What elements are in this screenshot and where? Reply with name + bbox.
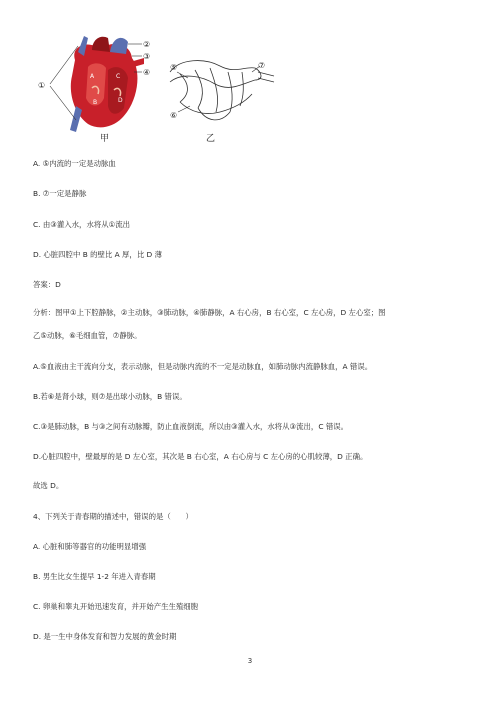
heart-diagram	[30, 32, 280, 147]
analysis-c: C.③是肺动脉，B 与③之间有动脉瓣，防止血液倒流，所以由③灌入水，水将从③流出，C 错误。	[33, 422, 349, 431]
figure-area	[30, 32, 280, 147]
heart-label-c: C	[116, 73, 121, 80]
heart-illustration	[70, 36, 144, 132]
analysis-b: B.若⑥是肾小球，则⑦是出球小动脉，B 错误。	[33, 392, 187, 401]
heart-label-d: D	[118, 97, 123, 104]
heart-label-a: A	[90, 73, 95, 80]
circulation-label-5: ⑤	[170, 63, 178, 72]
answer: 答案：D	[33, 280, 61, 289]
q4-option-b: B. 男生比女生提早 1-2 年进入青春期	[33, 572, 156, 581]
heart-label-3: ③	[143, 52, 151, 61]
analysis-line-1: 分析：图甲①上下腔静脉，②主动脉，③肺动脉，④肺静脉，A 右心房，B 右心室，C 左心房，D 左心室；图	[33, 308, 386, 317]
q4-stem: 4、下列关于青春期的描述中，错误的是（ ）	[33, 512, 193, 521]
circulation-label-7: ⑦	[258, 61, 266, 70]
analysis-conclusion: 故选 D。	[33, 481, 64, 490]
analysis-a: A.⑤血液由主干流向分支，表示动脉，但是动脉内流的不一定是动脉血，如肺动脉内流静脉血，A 错误。	[33, 362, 373, 371]
q4-option-c: C. 卵巢和睾丸开始迅速发育，并开始产生生殖细胞	[33, 602, 199, 611]
heart-label-b: B	[93, 99, 98, 106]
heart-label-4: ④	[143, 68, 151, 77]
analysis-line-2: 乙⑤动脉，⑥毛细血管，⑦静脉。	[33, 331, 142, 340]
circulation-label-6: ⑥	[170, 111, 178, 120]
heart-label-2: ②	[143, 40, 151, 49]
q3-option-c: C. 由③灌入水，水将从①流出	[33, 220, 131, 229]
analysis-d: D.心脏四腔中，壁最厚的是 D 左心室，其次是 B 右心室，A 右心房与 C 左心房的心肌较薄，D 正确。	[33, 452, 368, 461]
q3-option-b: B. ⑦一定是静脉	[33, 189, 87, 198]
q4-option-a: A. 心脏和肺等器官的功能明显增强	[33, 542, 147, 551]
q3-option-a: A. ⑤内流的一定是动脉血	[33, 159, 116, 168]
q4-option-d: D. 是一生中身体发育和智力发展的黄金时期	[33, 632, 177, 641]
page-number: 3	[247, 657, 253, 665]
caption-jia: 甲	[100, 134, 110, 144]
heart-label-1: ①	[38, 81, 46, 90]
q3-option-d: D. 心脏四腔中 B 的壁比 A 厚，比 D 薄	[33, 250, 162, 259]
caption-yi: 乙	[206, 134, 216, 144]
